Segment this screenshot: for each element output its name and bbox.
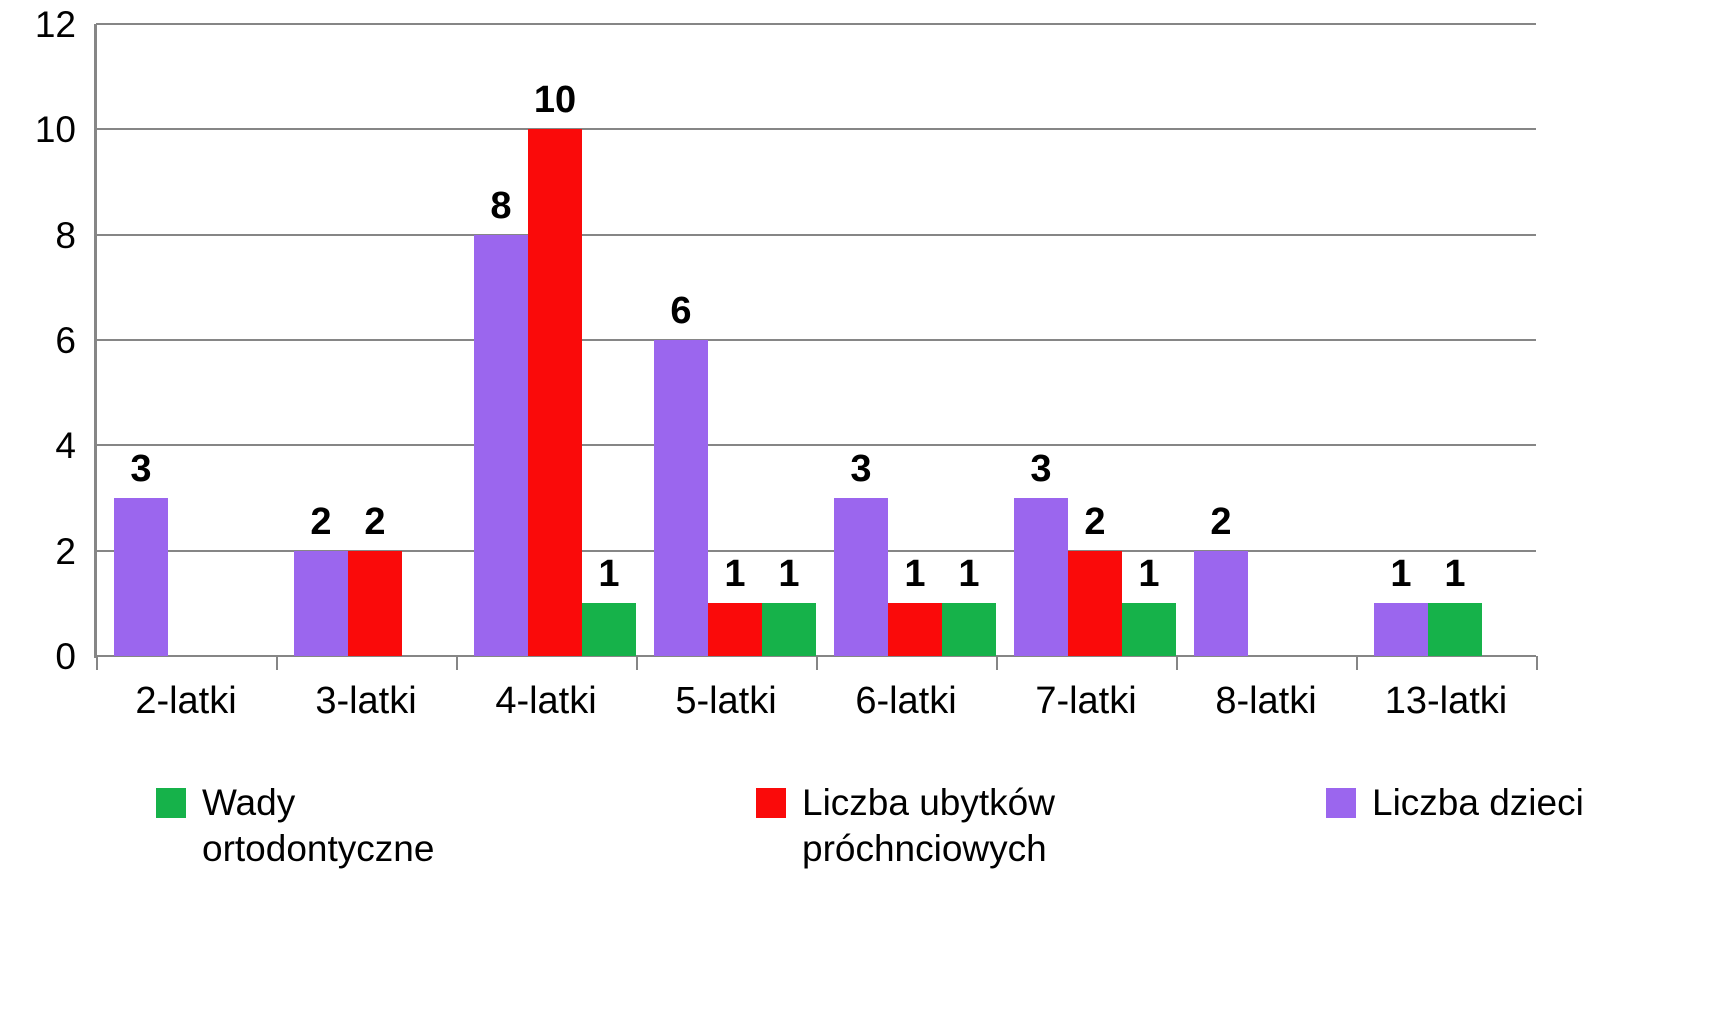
- legend-swatch-icon: [1326, 788, 1356, 818]
- plot-area: [96, 24, 1536, 656]
- x-axis-tick: [636, 656, 638, 670]
- x-axis-tick: [456, 656, 458, 670]
- x-axis-category-label: 6-latki: [855, 680, 957, 722]
- bar-value-label: 10: [533, 79, 577, 122]
- x-axis-category-label: 7-latki: [1035, 680, 1137, 722]
- chart-legend: [96, 780, 1636, 930]
- x-axis-tick: [1176, 656, 1178, 670]
- bar: [1068, 551, 1122, 656]
- bar-group: [996, 24, 1176, 656]
- bar-value-label: 2: [1210, 500, 1232, 543]
- legend-item[interactable]: [756, 780, 1132, 873]
- bar: [1014, 498, 1068, 656]
- x-axis-tick: [276, 656, 278, 670]
- bar-group: [636, 24, 816, 656]
- bar: [582, 603, 636, 656]
- bar: [708, 603, 762, 656]
- bar: [528, 129, 582, 656]
- bar: [294, 551, 348, 656]
- bar: [474, 235, 528, 656]
- bar: [834, 498, 888, 656]
- bar-group: [1356, 24, 1536, 656]
- y-axis-tick-label: 0: [55, 636, 76, 677]
- x-axis-category-label: 13-latki: [1384, 680, 1508, 722]
- y-axis-tick-label: 2: [55, 530, 76, 572]
- legend-swatch-icon: [156, 788, 186, 818]
- x-axis-tick: [1536, 656, 1538, 670]
- legend-swatch-icon: [756, 788, 786, 818]
- legend-label: Liczba ubytków próchnciowych: [802, 782, 1055, 870]
- y-axis-tick-label: 6: [55, 320, 76, 361]
- bar-value-label: 1: [598, 553, 620, 596]
- x-axis-tick: [816, 656, 818, 670]
- y-axis-tick-label: 8: [55, 214, 76, 256]
- bar: [1194, 551, 1248, 656]
- bar-value-label: 1: [778, 553, 800, 596]
- x-axis-category-label: 8-latki: [1215, 680, 1317, 722]
- bar-value-label: 3: [1030, 448, 1052, 490]
- legend-label: Liczba dzieci: [1372, 782, 1584, 823]
- y-axis-tick-label: 4: [55, 425, 76, 467]
- bar: [888, 603, 942, 656]
- bar-value-label: 1: [958, 553, 980, 596]
- x-axis-category-label: 2-latki: [135, 680, 237, 722]
- x-axis-category-label: 5-latki: [675, 680, 777, 722]
- bar-value-label: 6: [670, 290, 692, 332]
- bar: [1374, 603, 1428, 656]
- bar-value-label: 1: [724, 553, 746, 596]
- bar-value-label: 3: [850, 448, 872, 490]
- y-axis-tick-label: 10: [34, 109, 76, 151]
- y-axis-tick-label: 12: [34, 4, 76, 45]
- bar: [654, 340, 708, 656]
- legend-item[interactable]: [156, 780, 532, 873]
- x-axis-category-label: 3-latki: [315, 680, 417, 722]
- bar-group: [276, 24, 456, 656]
- bar-value-label: 2: [364, 500, 386, 543]
- legend-label: Wady ortodontyczne: [202, 782, 435, 870]
- bar-value-label: 2: [310, 500, 332, 543]
- x-axis-category-label: 4-latki: [495, 680, 597, 722]
- bar-group: [1176, 24, 1356, 656]
- x-axis-tick: [1356, 656, 1358, 670]
- legend-item[interactable]: [1326, 780, 1584, 826]
- bar-value-label: 1: [1390, 553, 1412, 596]
- bar-group: [96, 24, 276, 656]
- bar-value-label: 1: [1444, 553, 1466, 596]
- bar-value-label: 1: [904, 553, 926, 596]
- bar: [1122, 603, 1176, 656]
- x-axis-tick: [96, 656, 98, 670]
- bar-value-label: 1: [1138, 553, 1160, 596]
- bar-group: [456, 24, 636, 656]
- bar: [1428, 603, 1482, 656]
- bar-value-label: 2: [1084, 500, 1106, 543]
- bar: [762, 603, 816, 656]
- bar-value-label: 3: [130, 448, 152, 490]
- bar-value-label: 8: [490, 184, 512, 227]
- bar: [348, 551, 402, 656]
- bar: [942, 603, 996, 656]
- bar-group: [816, 24, 996, 656]
- bar: [114, 498, 168, 656]
- x-axis-tick: [996, 656, 998, 670]
